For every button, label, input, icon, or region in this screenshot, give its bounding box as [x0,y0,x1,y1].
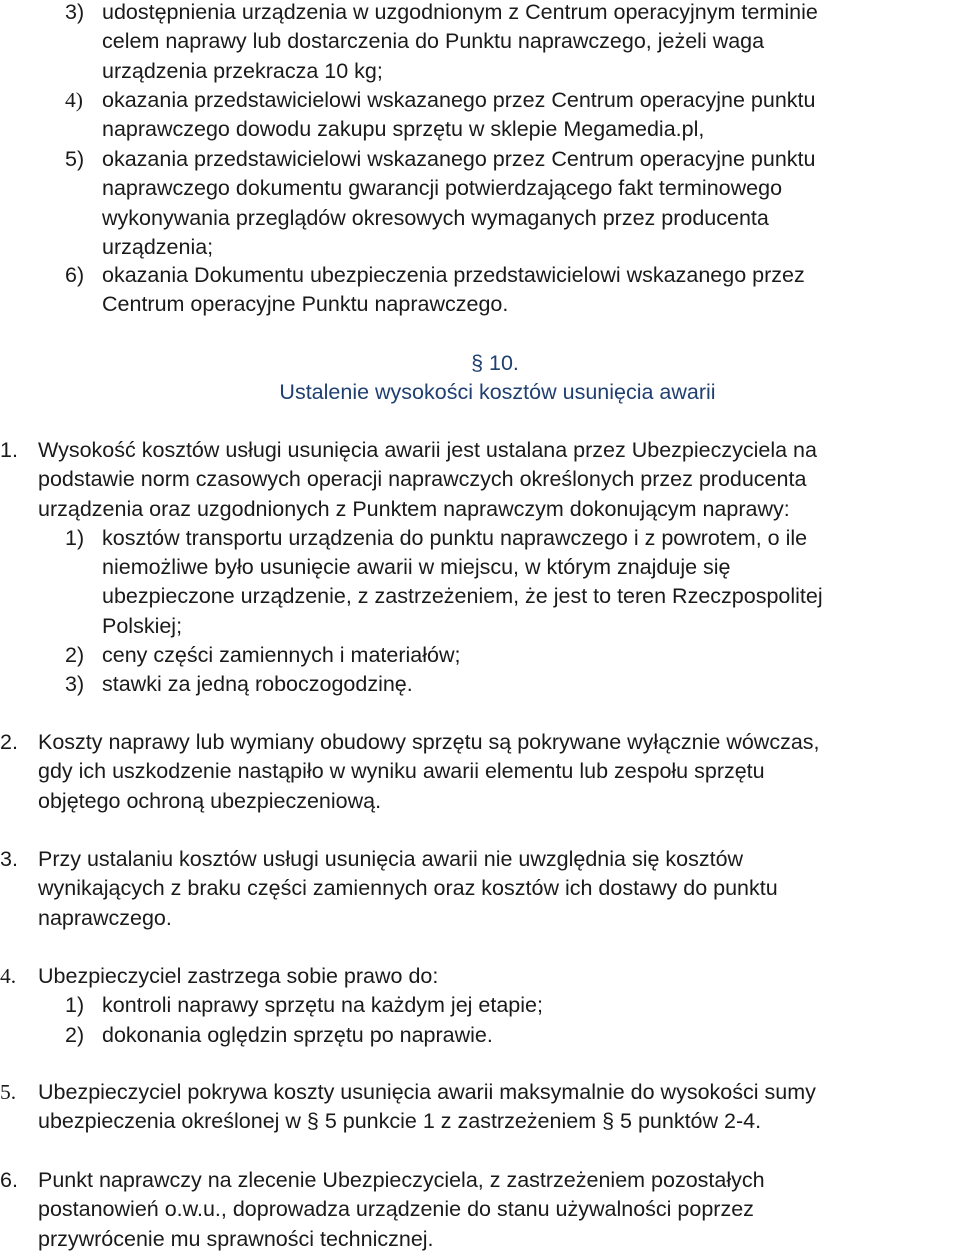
list-line: wykonywania przeglądów okresowych wymaganych przez producenta [102,205,769,230]
list-line: urządzenia przekracza 10 kg; [102,58,383,83]
paragraph-number: 2. [0,730,18,754]
paragraph-line: naprawczego. [38,905,172,930]
paragraph-line: Wysokość kosztów usługi usunięcia awarii jest ustalana przez Ubezpieczyciela na [38,438,817,462]
list-number: 4) [65,88,83,112]
paragraph-line: gdy ich uszkodzenie nastąpiło w wyniku awarii elementu lub zespołu sprzętu [38,759,765,784]
sublist-item [65,1021,960,1050]
sublist-item [65,524,960,641]
sublist-item [65,991,960,1020]
sublist-number: 1) [65,993,85,1018]
sublist-line: stawki za jedną roboczogodzinę. [102,672,413,697]
sublist-line: dokonania oględzin sprzętu po naprawie. [102,1022,493,1047]
sublist-number: 3) [65,672,85,697]
section-title: Ustalenie wysokości kosztów usunięcia awarii [279,380,716,404]
paragraph-line: objętego ochroną ubezpieczeniową. [38,788,382,813]
list-item-5 [65,145,960,262]
sublist [65,991,960,1050]
sublist-number: 2) [65,643,85,668]
paragraph-number: 6. [0,1168,18,1192]
list-line: urządzenia; [102,234,214,259]
paragraph-2 [0,728,960,816]
sublist-number: 1) [65,525,85,550]
paragraph-line: Koszty naprawy lub wymiany obudowy sprzętu są pokrywane wyłącznie wówczas, [38,730,820,754]
paragraph-number: 5. [0,1080,17,1104]
paragraph-line: przywrócenie mu sprawności technicznej. [38,1226,434,1251]
paragraph-line: Ubezpieczyciel pokrywa koszty usunięcia awarii maksymalnie do wysokości sumy [38,1080,816,1104]
list-number: 5) [65,147,85,171]
sublist [65,524,960,700]
sublist-line: kontroli naprawy sprzętu na każdym jej etapie; [102,993,543,1018]
sublist-line: Polskiej; [102,613,183,638]
list-item-3 [65,0,960,86]
paragraph-5 [0,1078,960,1137]
list-line: naprawczego dokumentu gwarancji potwierdzającego fakt terminowego [102,176,783,201]
paragraph-number: 4. [0,964,17,988]
sublist-item [65,641,960,670]
sublist-line: ceny części zamiennych i materiałów; [102,643,461,668]
list-line: Centrum operacyjne Punktu naprawczego. [102,292,509,317]
list-line: celem naprawy lub dostarczenia do Punktu naprawczego, jeżeli waga [102,29,765,54]
paragraph-line: Ubezpieczyciel zastrzega sobie prawo do: [38,964,439,988]
sublist-line: ubezpieczone urządzenie, z zastrzeżeniem, że jest to teren Rzeczpospolitej [102,584,823,609]
paragraph-line: urządzenia oraz uzgodnionych z Punktem naprawczym dokonującym naprawy: [38,496,790,521]
sublist-line: kosztów transportu urządzenia do punktu naprawczego i z powrotem, o ile [102,525,808,550]
list-item-6 [65,261,960,320]
paragraph-number: 3. [0,847,18,871]
list-number: 3) [65,0,85,24]
sublist-item [65,670,960,699]
paragraph-4 [0,962,960,1050]
paragraph-line: wynikających z braku części zamiennych oraz kosztów ich dostawy do punktu [38,876,778,901]
list-line: okazania Dokumentu ubezpieczenia przedstawicielowi wskazanego przez [102,263,805,287]
paragraph-1 [0,436,960,700]
paragraph-line: Przy ustalaniu kosztów usługi usunięcia awarii nie uwzględnia się kosztów [38,847,744,871]
list-line: naprawczego dowodu zakupu sprzętu w sklepie Megamedia.pl, [102,117,705,142]
list-line: udostępnienia urządzenia w uzgodnionym z Centrum operacyjnym terminie [102,0,818,24]
list-line: okazania przedstawicielowi wskazanego przez Centrum operacyjne punktu [102,147,816,171]
list-line: okazania przedstawicielowi wskazanego przez Centrum operacyjne punktu [102,88,816,112]
paragraph-line: podstawie norm czasowych operacji naprawczych określonych przez producenta [38,467,807,492]
paragraph-line: ubezpieczenia określonej w § 5 punkcie 1 z zastrzeżeniem § 5 punktów 2-4. [38,1109,762,1134]
list-number: 6) [65,263,85,287]
paragraph-3 [0,845,960,933]
sublist-number: 2) [65,1022,85,1047]
section-number: § 10. [471,351,519,375]
paragraph-6 [0,1166,960,1254]
paragraph-line: Punkt naprawczy na zlecenie Ubezpieczyciela, z zastrzeżeniem pozostałych [38,1168,765,1192]
paragraph-number: 1. [0,438,18,462]
sublist-line: niemożliwe było usunięcie awarii w miejscu, w którym znajduje się [102,555,731,580]
list-item-4 [65,86,960,145]
paragraph-line: postanowień o.w.u., doprowadza urządzenie do stanu używalności poprzez [38,1197,754,1222]
